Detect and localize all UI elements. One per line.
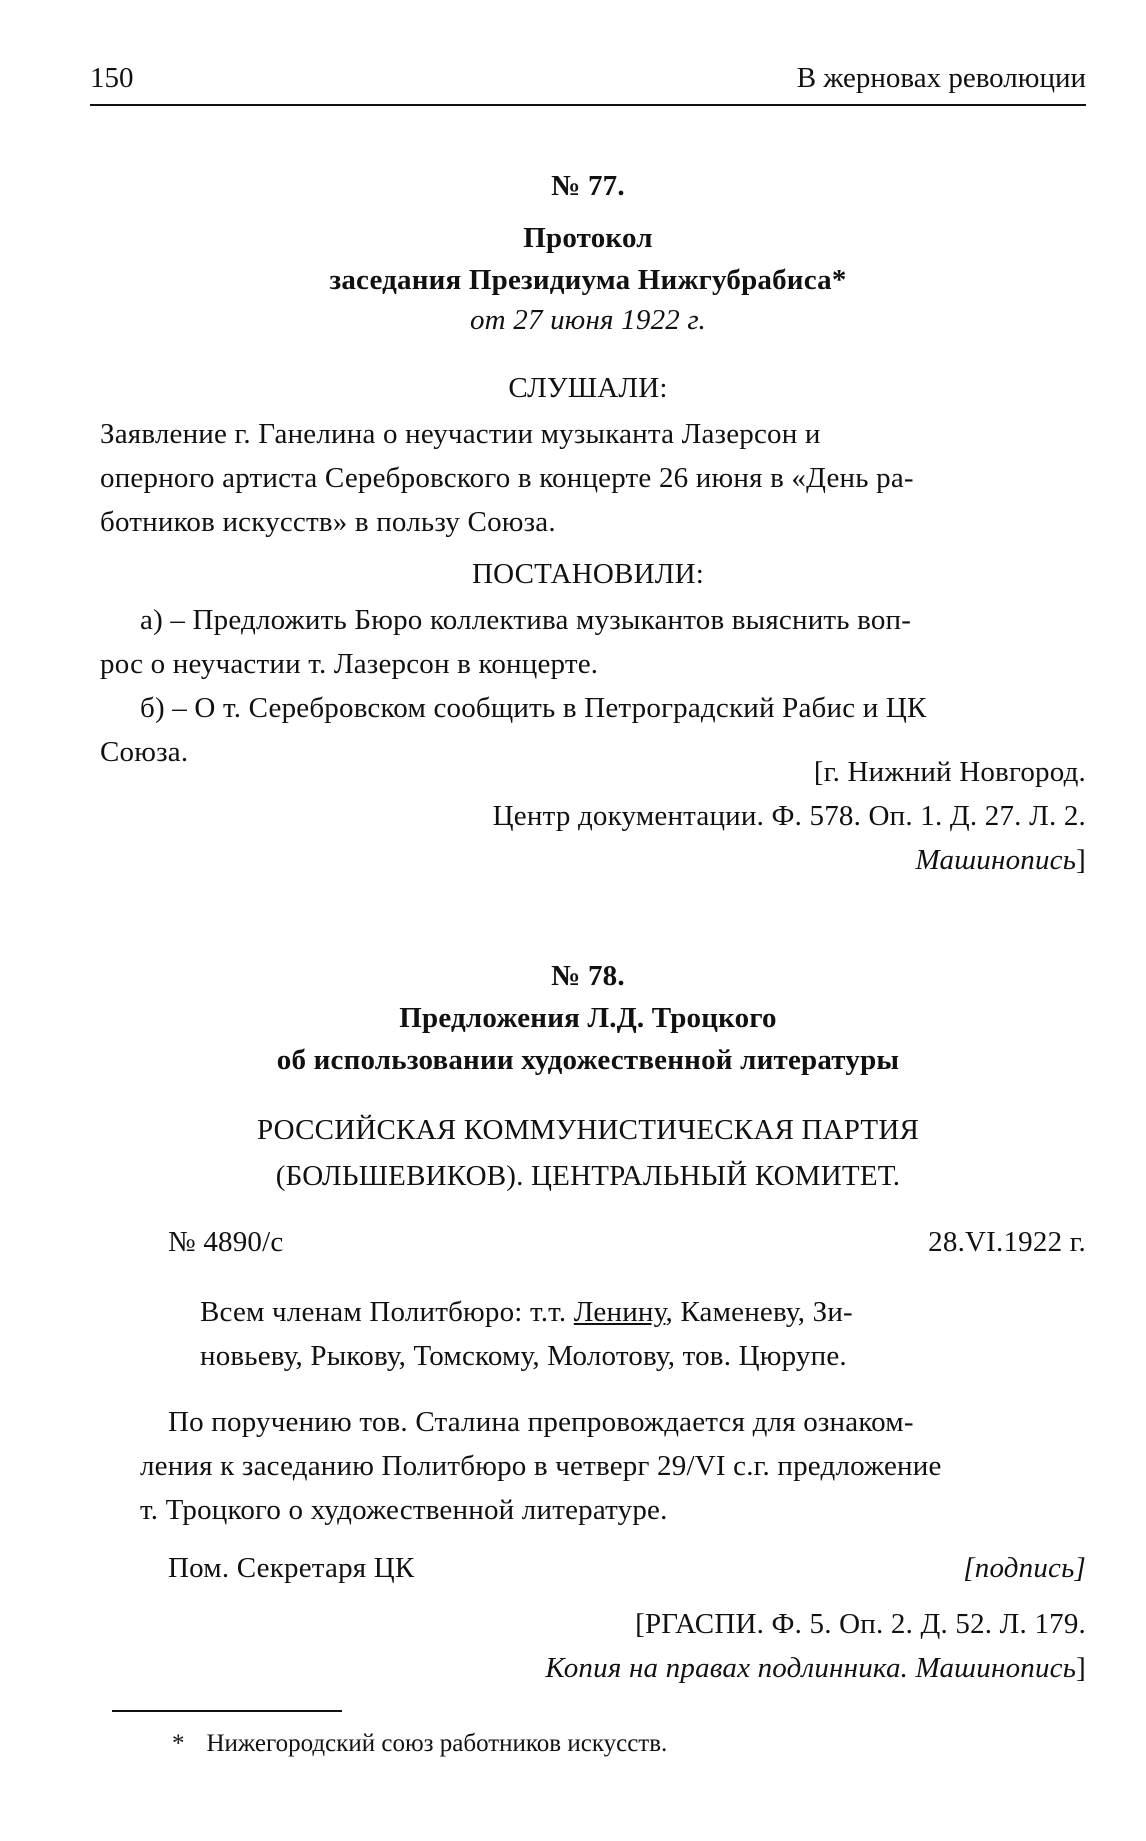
doc77-resolved-line-3: б) – О т. Серебровском сообщить в Петроградский Рабис и ЦК: [140, 692, 927, 724]
doc77-resolved-line-1: а) – Предложить Бюро коллектива музыкантов выяснить воп-: [140, 604, 912, 636]
doc78-addressees-line-2: новьеву, Рыкову, Томскому, Молотову, тов. Цюрупе.: [200, 1340, 847, 1372]
doc78-source-line: [РГАСПИ. Ф. 5. Оп. 2. Д. 52. Л. 179.: [635, 1608, 1086, 1640]
doc77-resolved-line-2: рос о неучастии т. Лазерсон в концерте.: [100, 648, 599, 680]
doc78-ref-date: 28.VI.1922 г.: [928, 1226, 1086, 1258]
doc78-signer: Пом. Секретаря ЦК: [168, 1552, 415, 1584]
footnote: [172, 1730, 667, 1758]
doc77-source-line-2: Центр документации. Ф. 578. Оп. 1. Д. 27. Л. 2.: [492, 800, 1086, 832]
doc77-heard-line-3: ботников искусств» в пользу Союза.: [100, 506, 556, 538]
doc78-source-close: ]: [1076, 1652, 1086, 1684]
doc78-number: № 78.: [551, 960, 625, 992]
footnote-rule: [112, 1710, 342, 1712]
doc77-heard-line-1: Заявление г. Ганелина о неучастии музыканта Лазерсон и: [100, 418, 821, 450]
doc77-source-close: ]: [1076, 844, 1086, 876]
doc77-heard-label: СЛУШАЛИ:: [508, 372, 668, 404]
header-rule: [90, 104, 1086, 106]
doc77-source-type-text: Машинопись: [915, 844, 1077, 876]
doc78-body-line-3: т. Троцкого о художественной литературе.: [140, 1494, 668, 1526]
doc78-addressees-prefix: Всем членам Политбюро: т.т.: [200, 1296, 574, 1328]
doc77-subtitle: заседания Президиума Нижгубрабиса*: [329, 264, 847, 296]
doc78-title: Предложения Л.Д. Троцкого: [399, 1002, 777, 1034]
doc78-org-line-1: РОССИЙСКАЯ КОММУНИСТИЧЕСКАЯ ПАРТИЯ: [256, 1114, 920, 1146]
footnote-marker: *: [172, 1730, 185, 1757]
doc78-addressee-lenin: Ленину: [573, 1296, 666, 1328]
doc78-subtitle: об использовании художественной литературы: [276, 1044, 900, 1076]
running-title: В жерновах революции: [796, 62, 1086, 94]
doc78-source-type: [545, 1652, 1086, 1685]
doc77-source-type: [916, 844, 1086, 877]
doc78-body-line-2: ления к заседанию Политбюро в четверг 29/VI с.г. предложение: [140, 1450, 942, 1482]
doc77-resolved-label: ПОСТАНОВИЛИ:: [471, 558, 705, 590]
doc78-signature: [подпись]: [963, 1552, 1086, 1584]
page-number: 150: [90, 62, 134, 94]
doc78-org-line-2: (БОЛЬШЕВИКОВ). ЦЕНТРАЛЬНЫЙ КОМИТЕТ.: [275, 1160, 901, 1192]
doc78-ref-number: № 4890/с: [168, 1226, 284, 1258]
doc77-number: № 77.: [551, 170, 625, 202]
doc78-addressees-line-1: [200, 1296, 853, 1329]
doc78-source-type-text: Копия на правах подлинника. Машинопись: [545, 1652, 1077, 1684]
doc77-date: от 27 июня 1922 г.: [469, 304, 707, 336]
doc78-addressees-rest: , Каменеву, Зи-: [665, 1296, 853, 1328]
footnote-text: Нижегородский союз работников искусств.: [206, 1730, 668, 1757]
doc77-resolved-line-4: Союза.: [100, 736, 189, 768]
doc77-title: Протокол: [523, 222, 653, 254]
doc77-source-line-1: [г. Нижний Новгород.: [813, 756, 1086, 788]
doc77-heard-line-2: оперного артиста Серебровского в концерте 26 июня в «День ра-: [100, 462, 914, 494]
doc78-body-line-1: По поручению тов. Сталина препровождается для ознаком-: [168, 1406, 914, 1438]
